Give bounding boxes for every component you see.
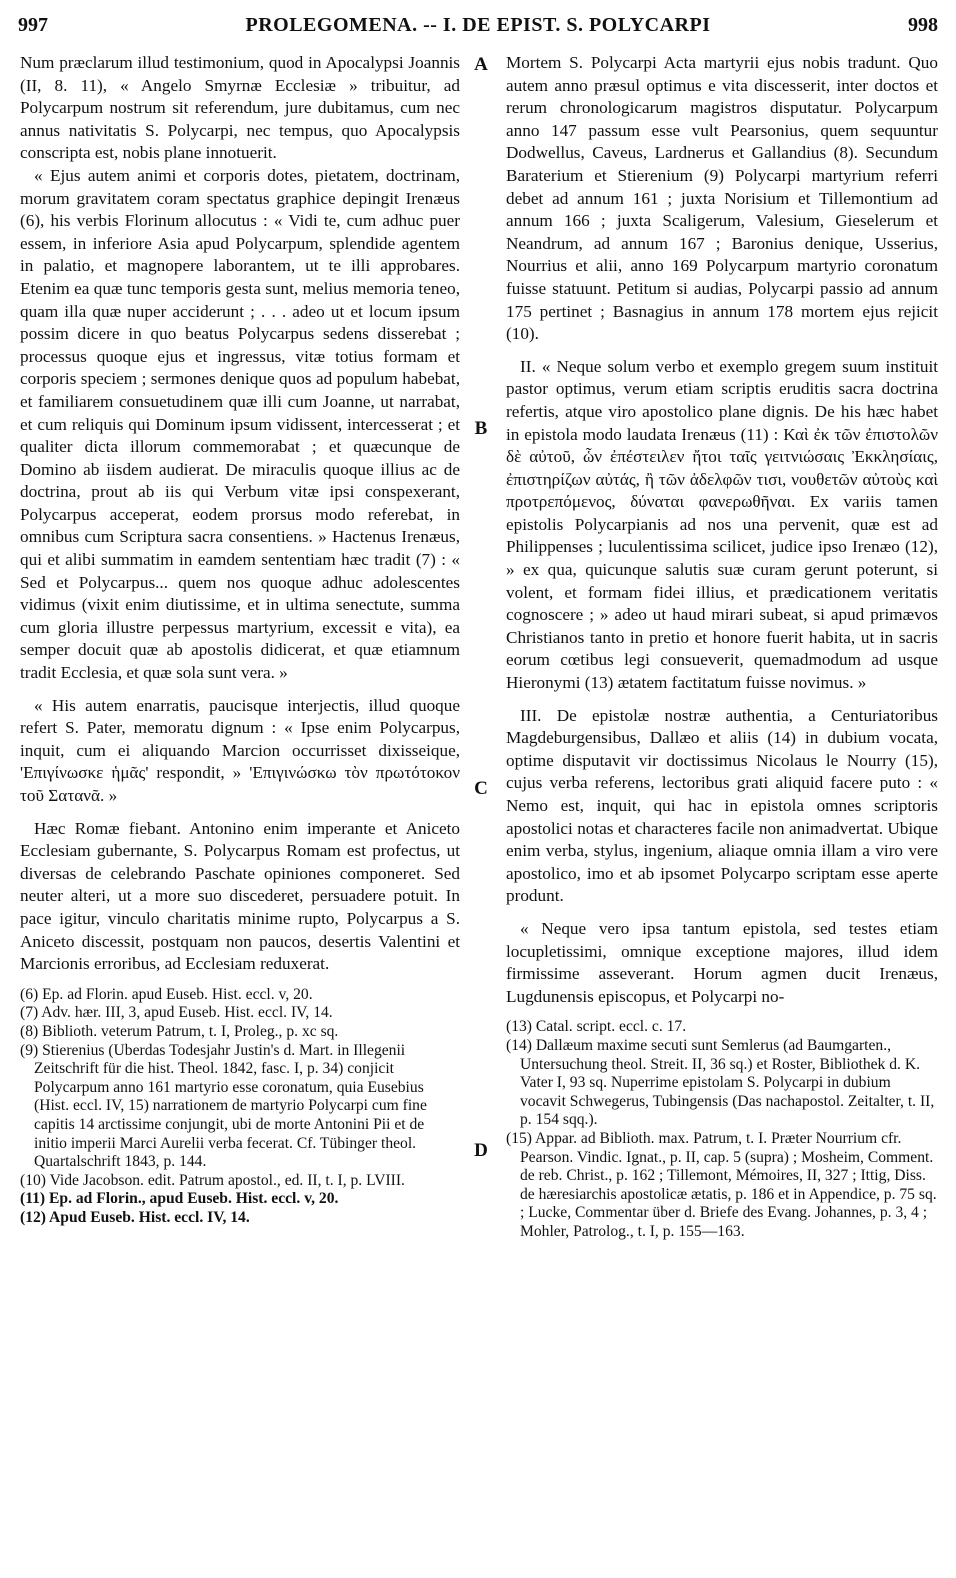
footnote: (15) Appar. ad Biblioth. max. Patrum, t. I. Præter Nourrium cfr. Pearson. Vindic. Ignat., p. II, cap. 5 (supra) ; Mosheim, Comment. de reb. Christ., p. 162 ; Tillemont, Mémoires, II, 327 ; Ittig, Diss. de hæresiarchis apostolicæ ætatis, p. 186 et in Appendice, p. 75 sq. ; Lucke, Commentar über d. Briefe des Evang. Johannes, p. 3, 4 ; Mohler, Patrolog., t. I, p. 155—163. bbox=[506, 1129, 937, 1240]
paragraph-writings: II. « Neque solum verbo et exemplo gregem suum instituit pastor optimus, verum etiam scriptis eruditis sacra doctrina refertis, atque viro apostolico plane dignis. De his hæc habet in epistola modo laudata Irenæus (11) : Καὶ ἐκ τῶν ἐπιστολῶν δὲ αὐτοῦ, ὧν ἐπέστειλεν ἤτοι ταῖς γειτνιώσαις Ἐκκλησίαις, ἐπιστηρίζων αὐτάς, ἢ τῶν ἀδελφῶν τισι, νουθετῶν αὐτοὺς καὶ προτρεπόμενος, δύναται φανερωθῆναι. Ex variis tamen epistolis Polycarpianis ad nos una pervenit, quæ est ad Philippenses ; luculentissima scilicet, judice ipso Irenæo (12), » ex qua, quicunque salutis suæ curam gerunt poterunt, si volent, et formam fidei illius, et prædicationem veritatis cognoscere ; » adeo ut haud mirari subeat, si apud primævos Christianos tanto in pretio et honore fuerit habita, ut in sacris eorum cœtibus legi consueverit, quemadmodum ad usque Hieronymi (13) ætatem factitatum fuisse novimus. » bbox=[506, 356, 938, 693]
paragraph-apocalypse: Num præclarum illud testimonium, quod in Apocalypsi Joannis (II, 8. 11), « Angelo Smyrnæ Ecclesiæ » tribuitur, ad Polycarpum nostrum sit referendum, jure dubitamus, cum nec annus nativitatis S. Polycarpi, nec tempus, quo Apocalypsis conscripta est, nobis plane innotuerit. bbox=[20, 53, 460, 163]
footnote: (10) Vide Jacobson. edit. Patrum apostol., ed. II, t. I, p. LVIII. bbox=[20, 1171, 405, 1189]
footnote: (7) Adv. hær. III, 3, apud Euseb. Hist. eccl. IV, 14. bbox=[20, 1004, 333, 1022]
right-column bbox=[506, 52, 938, 1241]
page-number-left: 997 bbox=[18, 14, 48, 36]
margin-marker-c: C bbox=[474, 778, 488, 799]
margin-marker-a: A bbox=[474, 54, 488, 75]
footnotes-right bbox=[506, 1018, 938, 1241]
paragraph-authenticity: III. De epistolæ nostræ authentia, a Centuriatoribus Magdeburgensibus, Dallæo et aliis (14) in dubium vocata, optime disputavit vir doctissimus Nicolaus le Nourry (15), cujus verba referens, lectoribus grati aliquid facere puto : « Nemo est, inquit, qui hac in epistola omnes scriptoris apostolici notas et characteres facile non animadvertat. Ubique enim verba, stylus, ingenium, aliaque omnia illam a viro vere apostolico, imo et ab ipsomet Polycarpo scriptam esse aperte produnt. bbox=[506, 705, 938, 906]
margin-marker-d: D bbox=[474, 1140, 488, 1161]
footnote: (14) Dallæum maxime secuti sunt Semlerus (ad Baumgarten., Untersuchung theol. Streit. II, 36 sq.) et Roster, Bibliothek d. K. Vater I, 93 sq. Nuperrime epistolam S. Polycarpi in dubium vocavit Schwegerus, Tubingensis (Das nachapostol. Zeitalter, t. II, p. 154 sqq.). bbox=[506, 1036, 935, 1129]
paragraph-martyrdom-date: Mortem S. Polycarpi Acta martyrii ejus nobis tradunt. Quo autem anno præsul optimus e vita discesserit, inter doctos et rerum chronologicarum magistros disputatur. Polycarpum anno 147 passum esse vult Pearsonius, quem sequuntur Dodwellus, Caveus, Lardnerus et Gallandius (8). Secundum Baraterium et Stierenium (9) Polycarpi martyrium referri debet ad annum 161 ; juxta Norisium et Tillemontium ad annum 166 ; juxta Scaligerum, Valesium, Gieselerum et Neandrum, ad annum 167 ; Baronius denique, Usserius, Nourrius et alii, anno 169 Polycarpum martyrio coronatum fuisse statuunt. Petitum si audias, Polycarpi passio ad annum 175 pertinet ; Basnagius in annum 178 mortem ejus rejicit (10). bbox=[506, 53, 938, 344]
footnote: (11) Ep. ad Florin., apud Euseb. Hist. eccl. v, 20. bbox=[20, 1190, 339, 1208]
page-number-right: 998 bbox=[908, 14, 938, 36]
left-column bbox=[20, 52, 460, 1227]
footnote: (13) Catal. script. eccl. c. 17. bbox=[506, 1018, 687, 1036]
margin-marker-b: B bbox=[474, 418, 488, 439]
footnote: (9) Stierenius (Uberdas Todesjahr Justin's d. Mart. in Illegenii Zeitschrift für die hist. Theol. 1842, fasc. I, p. 34) conjicit Polycarpum anno 161 martyrio esse coronatum, quia Eusebius (Hist. eccl. IV, 15) narrationem de martyrio Polycarpi cum fine capitis 14 arctissime conjungit, ubi de morte Antonini Pii et de initio imperii Marci Aurelii verba fecerat. Cf. Tübinger theol. Quartalschrift 1843, p. 144. bbox=[20, 1041, 427, 1171]
footnote: (6) Ep. ad Florin. apud Euseb. Hist. eccl. v, 20. bbox=[20, 985, 313, 1003]
running-title: PROLEGOMENA. -- I. DE EPIST. S. POLYCARPI bbox=[245, 14, 711, 36]
paragraph-irenaeus-florinus: « Ejus autem animi et corporis dotes, pietatem, doctrinam, morum gravitatem coram spectatus graphice depingit Irenæus (6), his verbis Florinum allocutus : « Vidi te, cum adhuc puer essem, in inferiore Asia apud Polycarpum, splendide agentem in palatio, et magnopere laborantem, ut te illi approbares. Etenim ea quæ tunc temporis gesta sunt, melius memoria teneo, quam illa quæ nuper acciderunt ; . . . adeo ut et locum ipsum possim dicere in quo beatus Polycarpus sedens disserebat ; processus quoque ejus et ingressus, vitæ totius formam et corporis speciem ; sermones denique quos ad populum habebat, et familiarem consuetudinem quæ illi cum Joanne, ut narrabat, et cum reliquis qui Dominum ipsum vidissent, intercesserat ; et qualiter dicta illorum commemorabat ; et quæcunque de Domino ab iisdem audierat. De miraculis quoque illius ac de doctrina, prout ab iis qui Verbum vitæ ipsi conspexerant, Polycarpus acceperat, eodem prorsus modo referebat, in omnibus cum Scriptura sacra consentiens. » Hactenus Irenæus, qui et alibi summatim in eamdem sententiam hæc tradit (7) : « Sed et Polycarpus... quem nos quoque adhuc adolescentes vidimus (vixit enim diutissime, et in ultima senectute, summa cum gloria illustre perpessus martyrium, excessit e vita), ea semper docuit quæ ab apostolis didicerat, et quæ etiamnum tradit Ecclesia, et quæ sola sunt vera. » bbox=[20, 165, 460, 683]
running-header bbox=[18, 10, 938, 40]
footnote: (12) Apud Euseb. Hist. eccl. IV, 14. bbox=[20, 1208, 250, 1226]
paragraph-witnesses: « Neque vero ipsa tantum epistola, sed testes etiam locupletissimi, omnique exceptione majores, illud idem firmissime asseverant. Horum agmen ducit Irenæus, Lugdunensis episcopus, et Polycarpi no- bbox=[506, 918, 938, 1006]
footnotes-left bbox=[20, 986, 460, 1228]
paragraph-marcion: « His autem enarratis, paucisque interjectis, illud quoque refert S. Pater, memoratu dignum : « Ipse enim Polycarpus, inquit, cum ei aliquando Marcion occurrisset dixisseique, 'Επιγίνωσκε ἡμᾶς' respondit, » 'Επιγινώσκω τὸν πρωτότοκον τοῦ Σατανᾶ. » bbox=[20, 695, 460, 805]
paragraph-rome: Hæc Romæ fiebant. Antonino enim imperante et Aniceto Ecclesiam gubernante, S. Polycarpus Romam est profectus, ut diversas de celebrando Paschate opiniones componeret. Sed neuter alteri, ut a more suo discederet, persuadere potuit. In pace igitur, vinculo charitatis minime rupto, Polycarpus a S. Aniceto discessit, postquam non paucos, desertis Valentini et Marcionis erroribus, ad Ecclesiam reduxerat. bbox=[20, 818, 460, 974]
footnote: (8) Biblioth. veterum Patrum, t. I, Proleg., p. xc sq. bbox=[20, 1022, 339, 1040]
